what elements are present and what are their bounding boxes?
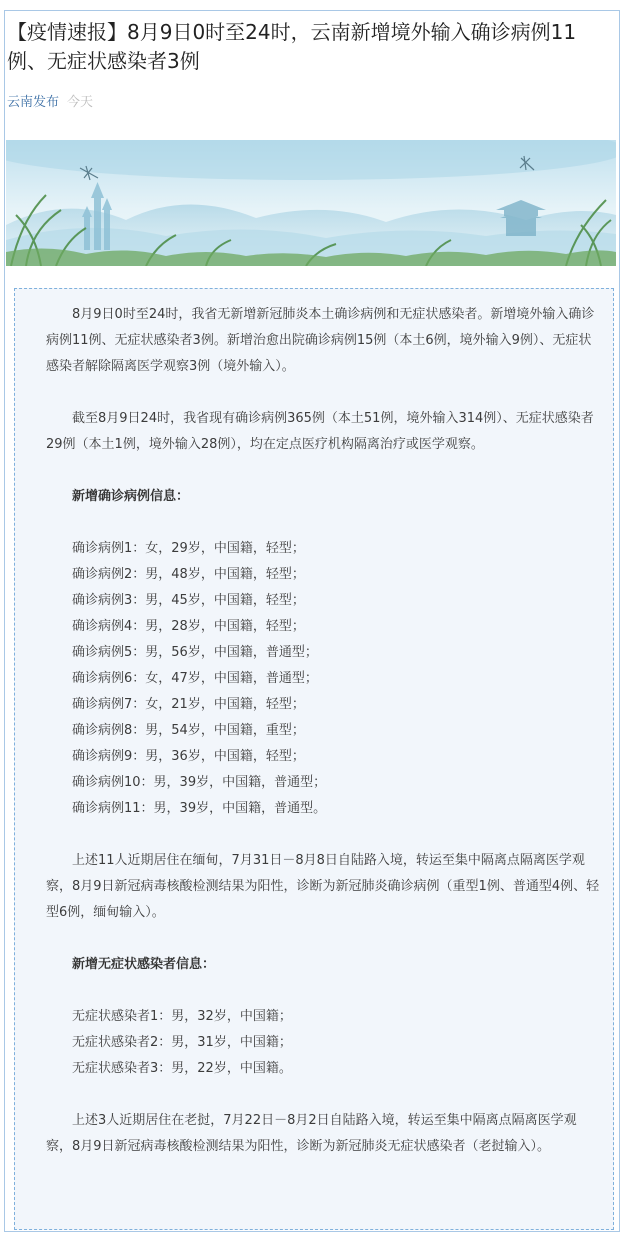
paragraph-cumulative: 截至8月9日24时，我省现有确诊病例365例（本土51例，境外输入314例）、无症状感染者29例（本土1例，境外输入28例），均在定点医疗机构隔离治疗或医学观察。 xyxy=(46,411,594,452)
case-item: 确诊病例3：男，45岁，中国籍，轻型； xyxy=(72,593,305,608)
publish-date: 今天 xyxy=(67,95,94,110)
paragraph-summary: 8月9日0时至24时，我省无新增新冠肺炎本土确诊病例和无症状感染者。新增境外输入确诊病例11例、无症状感染者3例。新增治愈出院确诊病例15例（本土6例，境外输入9例）、无症状感染者解除隔离医学观察3例（境外输入）。 xyxy=(46,307,595,374)
asymptomatic-heading: 新增无症状感染者信息： xyxy=(72,957,216,972)
article-body xyxy=(46,302,602,1160)
confirmed-heading: 新增确诊病例信息： xyxy=(72,489,190,504)
source-link[interactable]: 云南发布 xyxy=(7,95,60,110)
paragraph-confirmed-origin: 上述11人近期居住在缅甸，7月31日－8月8日自陆路入境，转运至集中隔离点隔离医学观察，8月9日新冠病毒核酸检测结果为阳性，诊断为新冠肺炎确诊病例（重型1例、普通型4例、轻型6例，缅甸输入）。 xyxy=(46,853,600,920)
case-item: 确诊病例5：男，56岁，中国籍，普通型； xyxy=(72,645,318,660)
case-item: 确诊病例6：女，47岁，中国籍，普通型； xyxy=(72,671,318,686)
case-item: 确诊病例9：男，36岁，中国籍，轻型； xyxy=(72,749,305,764)
banner-illustration xyxy=(6,140,616,266)
article-meta xyxy=(7,93,93,113)
banner-image xyxy=(6,140,616,266)
case-item: 确诊病例7：女，21岁，中国籍，轻型； xyxy=(72,697,305,712)
case-item: 确诊病例8：男，54岁，中国籍，重型； xyxy=(72,723,305,738)
case-item: 确诊病例1：女，29岁，中国籍，轻型； xyxy=(72,541,305,556)
case-item: 确诊病例4：男，28岁，中国籍，轻型； xyxy=(72,619,305,634)
case-item: 确诊病例10：男，39岁，中国籍，普通型； xyxy=(72,775,327,790)
case-item: 确诊病例11：男，39岁，中国籍，普通型。 xyxy=(72,801,327,816)
asymptomatic-item: 无症状感染者1：男，32岁，中国籍； xyxy=(72,1009,292,1024)
paragraph-asymptomatic-origin: 上述3人近期居住在老挝，7月22日－8月2日自陆路入境，转运至集中隔离点隔离医学观察，8月9日新冠病毒核酸检测结果为阳性，诊断为新冠肺炎无症状感染者（老挝输入）。 xyxy=(46,1113,577,1154)
case-item: 确诊病例2：男，48岁，中国籍，轻型； xyxy=(72,567,305,582)
asymptomatic-item: 无症状感染者2：男，31岁，中国籍； xyxy=(72,1035,292,1050)
asymptomatic-item: 无症状感染者3：男，22岁，中国籍。 xyxy=(72,1061,292,1076)
article-title: 【疫情速报】8月9日0时至24时，云南新增境外输入确诊病例11例、无症状感染者3例 xyxy=(7,20,577,73)
